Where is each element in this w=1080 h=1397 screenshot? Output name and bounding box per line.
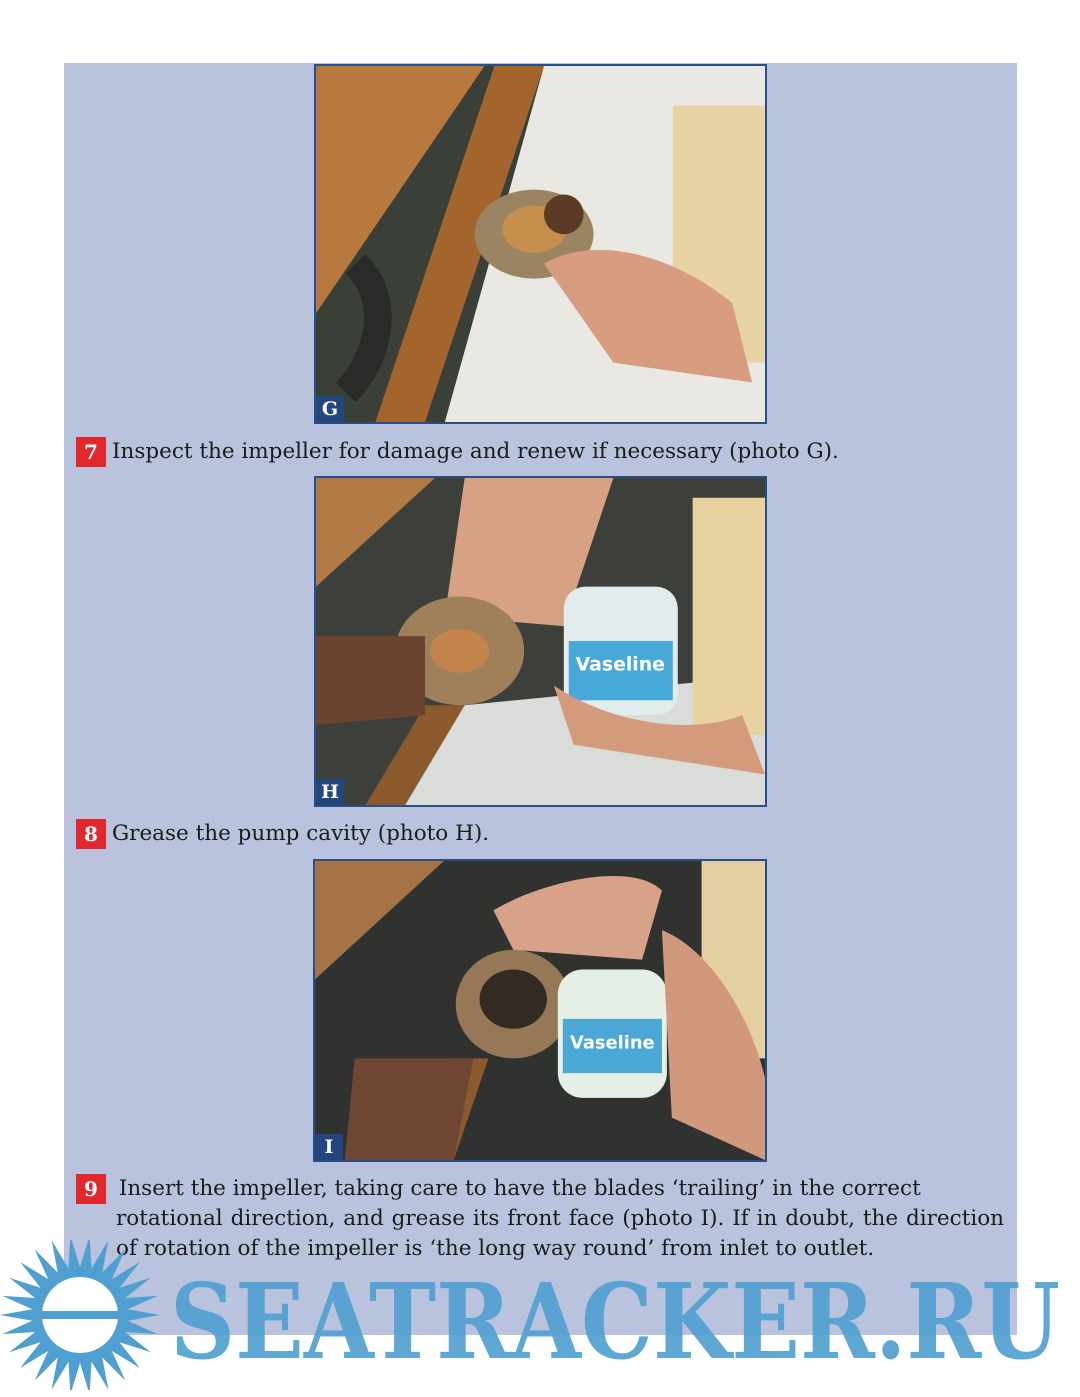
photo-g (314, 64, 767, 424)
step-9-text-line1: Insert the impeller, taking care to have the blades ‘trailing’ in the correct (118, 1176, 921, 1201)
photo-i (313, 859, 767, 1162)
step-8-text: Grease the pump cavity (photo H). (112, 821, 490, 846)
photo-i-label: I (315, 1134, 343, 1160)
sun-horizon (40, 1311, 120, 1319)
jar-label-i: Vaseline (570, 1032, 655, 1054)
photo-h-label: H (316, 779, 344, 805)
sun-burst-icon (0, 1240, 160, 1390)
watermark-text: SEATRACKER.RU (170, 1260, 1060, 1383)
watermark-logo (0, 1240, 1080, 1390)
step-7-text: Inspect the impeller for damage and renew if necessary (photo G). (112, 439, 839, 464)
jar-label-h: Vaseline (575, 654, 665, 676)
step-8-number: 8 (76, 819, 106, 849)
step-9-text-rest: rotational direction, and grease its front face (photo I). If in doubt, the direction of rotation of the impeller is ‘the long way round’ from inlet to outlet. (116, 1206, 1004, 1261)
step-7-number: 7 (76, 437, 106, 467)
photo-h (314, 476, 767, 807)
step-7 (76, 437, 1006, 467)
step-9-number: 9 (76, 1174, 106, 1204)
photo-g-label: G (316, 396, 344, 422)
step-8 (76, 819, 1006, 849)
